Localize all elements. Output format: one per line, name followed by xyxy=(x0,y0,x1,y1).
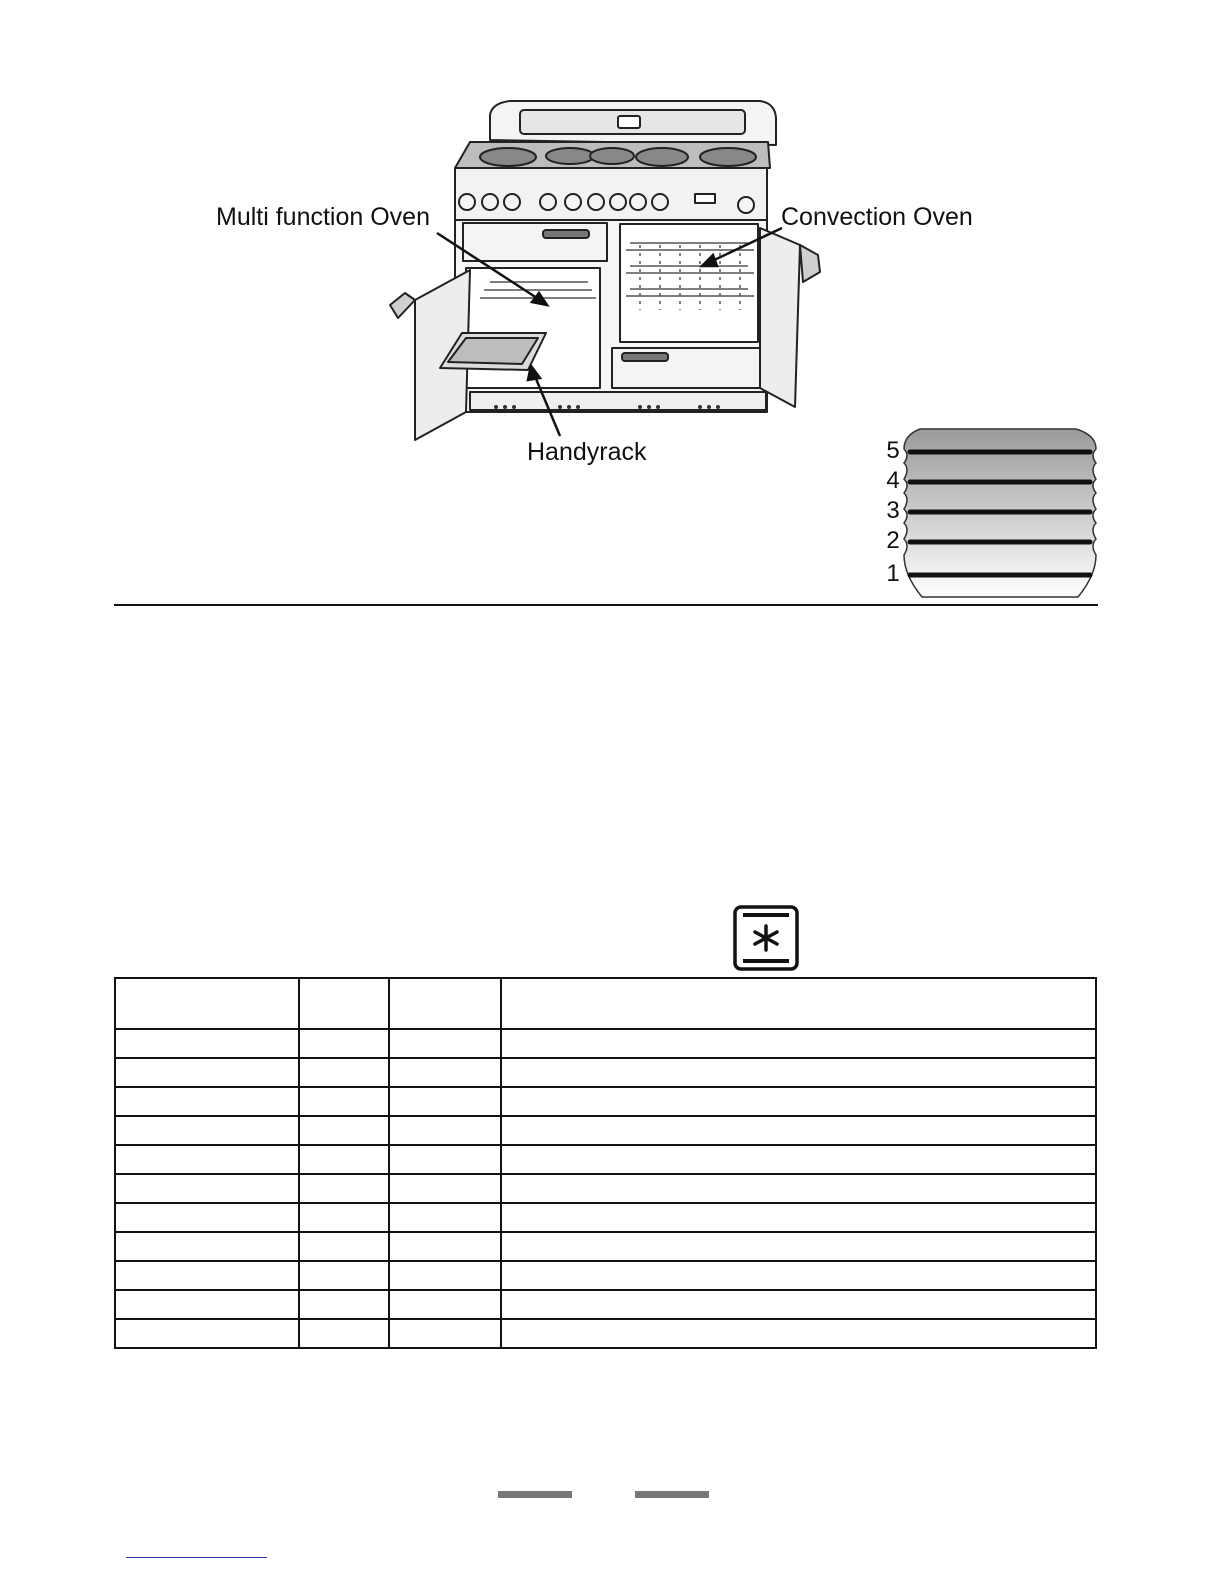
footer-rule xyxy=(126,1557,267,1558)
table-cell xyxy=(115,1058,299,1087)
table-row xyxy=(115,1058,1096,1087)
shelf-position-3: 3 xyxy=(886,497,900,524)
table-cell xyxy=(501,1261,1096,1290)
table-cell xyxy=(389,1145,501,1174)
table-cell xyxy=(501,1290,1096,1319)
shelf-position-1: 1 xyxy=(886,560,900,587)
table-cell xyxy=(115,1087,299,1116)
table-cell xyxy=(299,1058,389,1087)
shelf-position-2: 2 xyxy=(886,527,900,554)
table-cell xyxy=(115,1203,299,1232)
table-header-cell xyxy=(389,978,501,1029)
shelf-position-diagram xyxy=(900,425,1100,600)
table-cell xyxy=(299,1319,389,1348)
table-row xyxy=(115,1174,1096,1203)
table-cell xyxy=(389,1319,501,1348)
table-row xyxy=(115,1261,1096,1290)
table-cell xyxy=(299,1232,389,1261)
table-cell xyxy=(299,1145,389,1174)
table-cell xyxy=(115,1319,299,1348)
table-cell xyxy=(389,1116,501,1145)
table-header-row xyxy=(115,978,1096,1029)
table-cell xyxy=(299,1029,389,1058)
multi-function-oven-label: Multi function Oven xyxy=(216,203,430,231)
footer-bar-right xyxy=(635,1491,709,1498)
table-row xyxy=(115,1232,1096,1261)
shelf-position-4: 4 xyxy=(886,467,900,494)
table-cell xyxy=(115,1174,299,1203)
table-cell xyxy=(299,1174,389,1203)
fan-oven-icon xyxy=(733,905,799,971)
footer-bar-left xyxy=(498,1491,572,1498)
table-row xyxy=(115,1087,1096,1116)
table-header-cell xyxy=(299,978,389,1029)
table-cell xyxy=(299,1116,389,1145)
table-cell xyxy=(115,1232,299,1261)
table-cell xyxy=(389,1087,501,1116)
range-cooker-illustration xyxy=(380,95,840,455)
table-cell xyxy=(501,1058,1096,1087)
table-cell xyxy=(501,1116,1096,1145)
table-cell xyxy=(501,1087,1096,1116)
table-row xyxy=(115,1029,1096,1058)
table-cell xyxy=(115,1261,299,1290)
table-cell xyxy=(115,1029,299,1058)
table-cell xyxy=(299,1261,389,1290)
table-cell xyxy=(389,1261,501,1290)
table-cell xyxy=(115,1290,299,1319)
table-cell xyxy=(299,1087,389,1116)
table-cell xyxy=(115,1145,299,1174)
table-cell xyxy=(299,1290,389,1319)
table-header-cell xyxy=(115,978,299,1029)
table-cell xyxy=(501,1232,1096,1261)
table-cell xyxy=(501,1174,1096,1203)
section-divider xyxy=(114,604,1098,606)
table-cell xyxy=(299,1203,389,1232)
table-cell xyxy=(501,1203,1096,1232)
table-cell xyxy=(389,1232,501,1261)
shelf-position-5: 5 xyxy=(886,437,900,464)
table-cell xyxy=(389,1203,501,1232)
table-cell xyxy=(389,1029,501,1058)
cooking-guide-table xyxy=(114,977,1097,1349)
table-cell xyxy=(389,1290,501,1319)
table-cell xyxy=(501,1029,1096,1058)
table-cell xyxy=(389,1174,501,1203)
table-row xyxy=(115,1116,1096,1145)
table-cell xyxy=(389,1058,501,1087)
table-cell xyxy=(115,1116,299,1145)
table-cell xyxy=(501,1319,1096,1348)
table-row xyxy=(115,1290,1096,1319)
table-row xyxy=(115,1319,1096,1348)
table-cell xyxy=(501,1145,1096,1174)
convection-oven-label: Convection Oven xyxy=(781,203,973,231)
table-header-cell xyxy=(501,978,1096,1029)
table-row xyxy=(115,1203,1096,1232)
table-row xyxy=(115,1145,1096,1174)
handyrack-label: Handyrack xyxy=(527,438,647,466)
